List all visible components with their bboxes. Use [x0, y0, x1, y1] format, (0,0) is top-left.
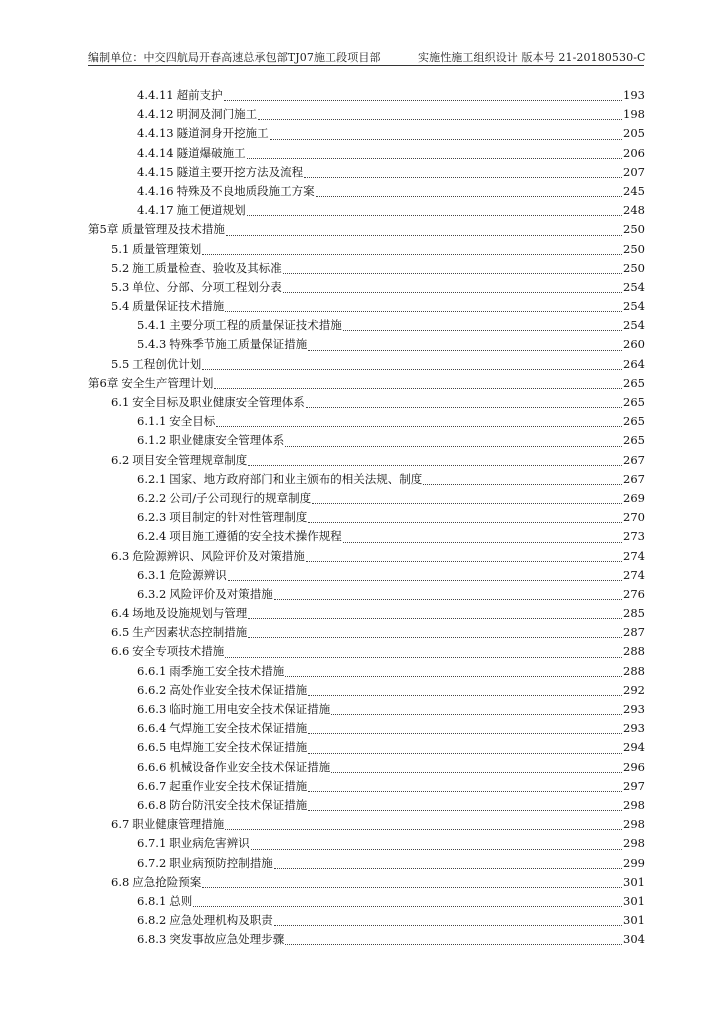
toc-entry-title: 隧道洞身开挖施工	[176, 126, 269, 141]
toc-entry[interactable]	[88, 815, 645, 834]
toc-entry-page: 298	[623, 836, 645, 851]
toc-dot-leader	[214, 388, 622, 389]
toc-entry-title: 单位、分部、分项工程划分表	[132, 279, 282, 294]
toc-entry[interactable]	[88, 585, 645, 604]
toc-entry[interactable]	[88, 911, 645, 930]
toc-entry[interactable]	[88, 201, 645, 220]
toc-entry-page: 250	[623, 260, 645, 275]
toc-entry-page: 269	[623, 490, 645, 505]
toc-entry-title: 危险源辨识、风险评价及对策措施	[132, 548, 305, 563]
toc-entry[interactable]	[88, 892, 645, 911]
toc-entry-number: 6.2.3	[137, 510, 167, 525]
toc-entry-page: 254	[623, 299, 645, 314]
toc-entry-page: 254	[623, 318, 645, 333]
toc-dot-leader	[308, 522, 622, 523]
toc-entry-number: 5.4.3	[137, 337, 167, 352]
toc-entry-number: 6.6.3	[137, 702, 167, 716]
toc-dot-leader	[274, 868, 622, 869]
toc-entry-title: 施工质量检查、验收及其标准	[132, 260, 282, 275]
toc-entry-number: 4.4.17	[137, 203, 174, 218]
toc-entry-page: 299	[623, 855, 645, 870]
toc-entry-title: 安全生产管理计划	[121, 375, 214, 390]
toc-entry-title: 应急抢险预案	[132, 874, 202, 889]
toc-dot-leader	[283, 292, 622, 293]
toc-entry-page: 248	[623, 203, 645, 218]
toc-entry-page: 193	[623, 88, 645, 102]
toc-entry-page: 250	[623, 222, 645, 237]
toc-entry-page: 260	[623, 337, 645, 352]
toc-entry-number: 第6章	[88, 375, 119, 390]
toc-entry[interactable]	[88, 278, 645, 297]
toc-entry-number: 6.6.6	[137, 759, 167, 774]
toc-dot-leader	[304, 177, 622, 178]
toc-dot-leader	[226, 235, 622, 236]
toc-dot-leader	[343, 330, 622, 331]
toc-entry-page: 245	[623, 183, 645, 198]
toc-entry[interactable]	[88, 355, 645, 374]
toc-entry-title: 质量保证技术措施	[132, 299, 225, 314]
toc-dot-leader	[248, 618, 622, 619]
toc-entry-page: 206	[623, 145, 645, 160]
toc-entry[interactable]	[88, 642, 645, 661]
toc-entry-title: 国家、地方政府部门和业主颁布的相关法规、制度	[169, 471, 423, 486]
toc-entry-number: 6.7	[111, 817, 130, 832]
toc-dot-leader	[274, 925, 622, 926]
toc-dot-leader	[283, 273, 622, 274]
toc-dot-leader	[306, 407, 622, 408]
toc-entry-page: 288	[623, 663, 645, 678]
toc-entry-title: 临时施工用电安全技术保证措施	[169, 702, 331, 716]
toc-entry-page: 250	[623, 241, 645, 256]
toc-entry-page: 287	[623, 625, 645, 640]
toc-entry-page: 293	[623, 721, 645, 736]
toc-entry-page: 298	[623, 797, 645, 812]
toc-entry-title: 防台防汛安全技术保证措施	[169, 797, 308, 812]
toc-entry-number: 5.1	[111, 241, 130, 256]
toc-dot-leader	[308, 733, 622, 734]
toc-entry[interactable]	[88, 86, 645, 105]
toc-entry-title: 应急处理机构及职责	[169, 913, 273, 928]
toc-dot-leader	[331, 772, 622, 773]
toc-dot-leader	[312, 503, 622, 504]
toc-entry-number: 6.3.2	[137, 586, 167, 601]
toc-entry-title: 质量管理及技术措施	[121, 222, 225, 237]
toc-entry[interactable]	[88, 777, 645, 796]
toc-entry-number: 4.4.14	[137, 145, 174, 160]
toc-entry-title: 职业健康安全管理体系	[169, 433, 285, 448]
toc-entry-page: 301	[623, 913, 645, 928]
toc-entry-title: 电焊施工安全技术保证措施	[169, 740, 308, 755]
header-version: 实施性施工组织设计 版本号 21-20180530-C	[418, 51, 646, 64]
table-of-contents	[88, 86, 645, 949]
toc-entry[interactable]	[88, 259, 645, 278]
toc-entry-title: 隧道主要开挖方法及流程	[176, 164, 304, 179]
toc-entry[interactable]	[88, 316, 645, 335]
toc-entry-number: 4.4.16	[137, 183, 174, 198]
toc-entry-number: 4.4.12	[137, 107, 174, 122]
toc-entry[interactable]	[88, 873, 645, 892]
toc-entry-number: 5.5	[111, 356, 130, 371]
header-divider	[88, 65, 644, 66]
toc-entry[interactable]	[88, 451, 645, 470]
toc-dot-leader	[343, 542, 622, 543]
toc-dot-leader	[247, 158, 622, 159]
toc-dot-leader	[270, 139, 622, 140]
toc-entry[interactable]	[88, 412, 645, 431]
toc-entry-title: 起重作业安全技术保证措施	[169, 778, 308, 793]
toc-entry-page: 285	[623, 606, 645, 621]
toc-entry-title: 安全专项技术措施	[132, 644, 225, 659]
toc-entry[interactable]	[88, 738, 645, 757]
toc-entry[interactable]	[88, 566, 645, 585]
toc-entry-page: 293	[623, 702, 645, 716]
toc-entry-title: 特殊及不良地质段施工方案	[176, 183, 315, 198]
toc-entry-title: 雨季施工安全技术措施	[169, 663, 285, 678]
toc-entry-title: 气焊施工安全技术保证措施	[169, 721, 308, 736]
toc-entry-number: 6.5	[111, 625, 130, 640]
toc-entry-page: 296	[623, 759, 645, 774]
toc-entry-page: 264	[623, 356, 645, 371]
toc-dot-leader	[224, 100, 622, 101]
toc-dot-leader	[202, 369, 622, 370]
toc-entry-number: 6.6.2	[137, 682, 167, 697]
toc-entry-number: 6.6.5	[137, 740, 167, 755]
toc-entry-number: 5.4.1	[137, 318, 167, 333]
toc-entry-number: 6.1.1	[137, 414, 167, 429]
toc-entry-number: 6.6.8	[137, 797, 167, 812]
toc-dot-leader	[285, 676, 622, 677]
toc-entry[interactable]	[88, 681, 645, 700]
toc-entry-page: 254	[623, 279, 645, 294]
toc-entry-title: 项目制定的针对性管理制度	[169, 510, 308, 525]
toc-entry-page: 304	[623, 932, 645, 947]
toc-entry-page: 276	[623, 586, 645, 601]
toc-entry-title: 职业病预防控制措施	[169, 855, 273, 870]
toc-dot-leader	[308, 753, 622, 754]
toc-entry[interactable]	[88, 854, 645, 873]
toc-dot-leader	[306, 561, 622, 562]
toc-entry-page: 297	[623, 778, 645, 793]
toc-entry[interactable]	[88, 470, 645, 489]
toc-entry-number: 6.6	[111, 644, 130, 659]
toc-entry-title: 危险源辨识	[169, 567, 227, 582]
toc-entry[interactable]	[88, 431, 645, 450]
toc-entry-page: 301	[623, 874, 645, 889]
toc-entry-number: 4.4.13	[137, 126, 174, 141]
toc-entry[interactable]	[88, 719, 645, 738]
toc-entry-number: 6.6.7	[137, 778, 167, 793]
toc-entry-number: 6.1.2	[137, 433, 167, 448]
toc-entry-number: 6.2.4	[137, 529, 167, 544]
toc-entry[interactable]	[88, 758, 645, 777]
toc-entry-page: 274	[623, 567, 645, 582]
toc-dot-leader	[285, 944, 622, 945]
toc-dot-leader	[228, 580, 622, 581]
toc-entry-number: 4.4.11	[137, 88, 174, 102]
toc-entry-page: 267	[623, 452, 645, 467]
toc-entry-title: 安全目标及职业健康安全管理体系	[132, 395, 305, 409]
toc-entry-title: 生产因素状态控制措施	[132, 625, 248, 640]
toc-entry-title: 公司/子公司现行的规章制度	[169, 490, 312, 505]
toc-entry[interactable]	[88, 623, 645, 642]
toc-entry-number: 6.8.2	[137, 913, 167, 928]
toc-dot-leader	[285, 446, 622, 447]
toc-entry-number: 6.8	[111, 874, 130, 889]
toc-entry-title: 特殊季节施工质量保证措施	[169, 337, 308, 352]
toc-entry-page: 301	[623, 893, 645, 908]
toc-entry[interactable]	[88, 393, 645, 412]
toc-dot-leader	[308, 350, 622, 351]
toc-dot-leader	[248, 465, 622, 466]
page-header	[88, 49, 646, 65]
toc-entry-number: 6.8.1	[137, 893, 167, 908]
toc-entry-page: 205	[623, 126, 645, 141]
toc-entry-page: 265	[623, 395, 645, 409]
toc-entry-title: 突发事故应急处理步骤	[169, 932, 285, 947]
toc-dot-leader	[247, 215, 622, 216]
toc-entry-page: 294	[623, 740, 645, 755]
toc-entry[interactable]	[88, 335, 645, 354]
toc-entry-title: 隧道爆破施工	[176, 145, 246, 160]
toc-entry-number: 6.7.1	[137, 836, 167, 851]
toc-dot-leader	[225, 829, 622, 830]
toc-entry-title: 机械设备作业安全技术保证措施	[169, 759, 331, 774]
toc-entry-title: 主要分项工程的质量保证技术措施	[169, 318, 342, 333]
toc-entry[interactable]	[88, 700, 645, 719]
toc-entry[interactable]	[88, 163, 645, 182]
toc-entry-page: 267	[623, 471, 645, 486]
toc-dot-leader	[225, 311, 622, 312]
toc-dot-leader	[202, 254, 622, 255]
toc-entry[interactable]	[88, 124, 645, 143]
toc-entry-number: 6.8.3	[137, 932, 167, 947]
toc-entry[interactable]	[88, 508, 645, 527]
toc-entry-number: 6.3.1	[137, 567, 167, 582]
toc-entry-title: 项目安全管理规章制度	[132, 452, 248, 467]
toc-entry-title: 职业健康管理措施	[132, 817, 225, 832]
toc-entry-title: 超前支护	[176, 88, 223, 102]
toc-entry-title: 明洞及洞门施工	[176, 107, 258, 122]
toc-entry-number: 6.6.4	[137, 721, 167, 736]
toc-dot-leader	[251, 849, 622, 850]
toc-entry-number: 第5章	[88, 222, 119, 237]
toc-entry[interactable]	[88, 930, 645, 949]
toc-dot-leader	[225, 657, 622, 658]
toc-entry-page: 265	[623, 375, 645, 390]
toc-dot-leader	[308, 695, 622, 696]
toc-entry[interactable]	[88, 297, 645, 316]
toc-entry-number: 6.6.1	[137, 663, 167, 678]
toc-entry[interactable]	[88, 144, 645, 163]
toc-entry-number: 6.3	[111, 548, 130, 563]
toc-entry[interactable]	[88, 105, 645, 124]
toc-dot-leader	[202, 887, 622, 888]
toc-entry-number: 6.7.2	[137, 855, 167, 870]
toc-entry[interactable]	[88, 240, 645, 259]
toc-entry-title: 高处作业安全技术保证措施	[169, 682, 308, 697]
toc-dot-leader	[274, 599, 622, 600]
toc-entry-title: 工程创优计划	[132, 356, 202, 371]
toc-entry-page: 274	[623, 548, 645, 563]
toc-entry-page: 270	[623, 510, 645, 525]
toc-dot-leader	[193, 906, 622, 907]
toc-entry-title: 场地及设施规划与管理	[132, 606, 248, 621]
toc-entry[interactable]	[88, 182, 645, 201]
toc-dot-leader	[308, 810, 622, 811]
toc-entry-title: 安全目标	[169, 414, 216, 429]
toc-entry[interactable]	[88, 547, 645, 566]
toc-dot-leader	[308, 791, 622, 792]
toc-dot-leader	[248, 637, 622, 638]
toc-entry-title: 质量管理策划	[132, 241, 202, 256]
toc-entry-title: 项目施工遵循的安全技术操作规程	[169, 529, 342, 544]
toc-entry-number: 5.4	[111, 299, 130, 314]
toc-entry[interactable]	[88, 604, 645, 623]
toc-entry-title: 职业病危害辨识	[169, 836, 250, 851]
toc-entry-page: 292	[623, 682, 645, 697]
toc-dot-leader	[316, 196, 622, 197]
toc-dot-leader	[258, 119, 622, 120]
toc-entry-page: 265	[623, 433, 645, 448]
toc-entry[interactable]	[88, 834, 645, 853]
toc-entry[interactable]	[88, 527, 645, 546]
toc-entry-number: 5.2	[111, 260, 130, 275]
toc-dot-leader	[423, 484, 622, 485]
toc-entry-number: 6.2.1	[137, 471, 167, 486]
toc-entry-page: 288	[623, 644, 645, 659]
toc-entry-number: 6.1	[111, 395, 130, 409]
toc-entry-page: 265	[623, 414, 645, 429]
toc-entry[interactable]	[88, 220, 645, 239]
toc-entry-title: 风险评价及对策措施	[169, 586, 273, 601]
toc-entry-number: 6.2.2	[137, 490, 167, 505]
toc-entry-title: 施工便道规划	[176, 203, 246, 218]
toc-entry-number: 4.4.15	[137, 164, 174, 179]
toc-entry[interactable]	[88, 489, 645, 508]
toc-entry-page: 273	[623, 529, 645, 544]
header-organization: 编制单位：中交四航局开春高速总承包部TJ07施工段项目部	[88, 51, 381, 64]
toc-entry-number: 6.4	[111, 606, 130, 621]
toc-entry-number: 6.2	[111, 452, 130, 467]
toc-entry-page: 198	[623, 107, 645, 122]
toc-entry-title: 总则	[169, 893, 193, 908]
toc-entry-page: 298	[623, 817, 645, 832]
toc-dot-leader	[331, 714, 622, 715]
toc-dot-leader	[216, 426, 622, 427]
toc-entry-page: 207	[623, 164, 645, 179]
toc-entry-number: 5.3	[111, 279, 130, 294]
toc-entry[interactable]	[88, 374, 645, 393]
toc-entry[interactable]	[88, 662, 645, 681]
toc-entry[interactable]	[88, 796, 645, 815]
